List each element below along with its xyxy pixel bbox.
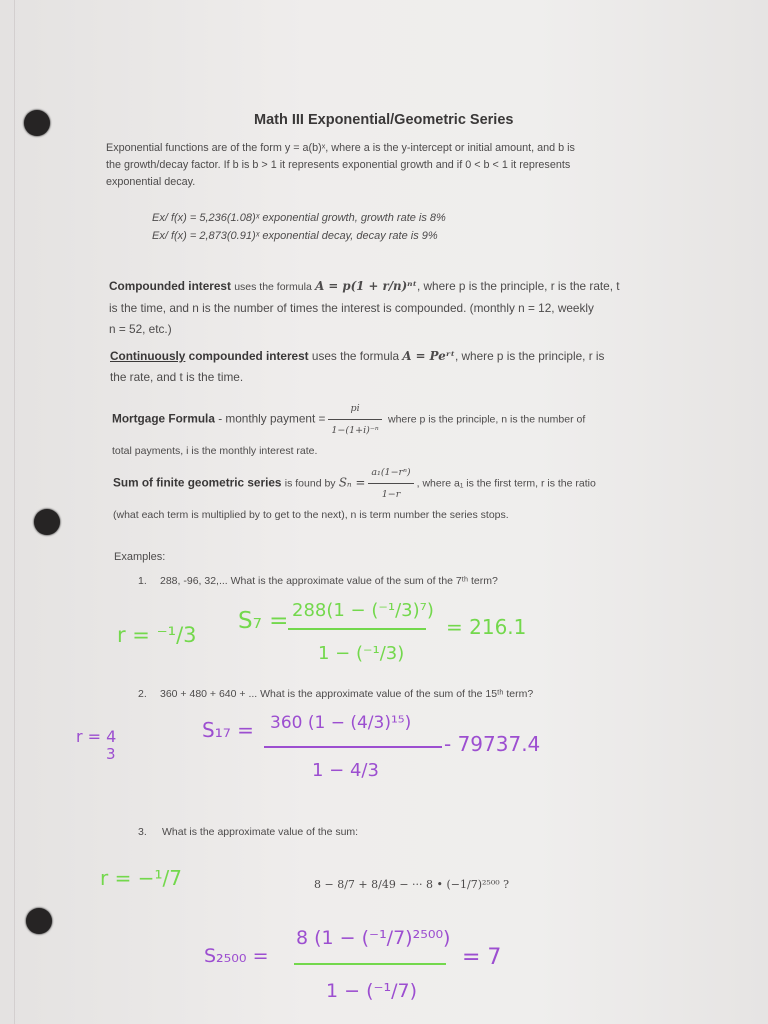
hw2-fraction-bar	[264, 746, 442, 748]
hw3-numerator: 8 (1 − (⁻¹/7)²⁵⁰⁰)	[296, 927, 451, 949]
mortgage-text-2: where p is the principle, n is the number of	[388, 413, 586, 426]
question-1-number: 1.	[138, 575, 147, 587]
geometric-series-section	[113, 462, 683, 526]
mortgage-section	[112, 398, 682, 462]
mortgage-text-1: - monthly payment =	[218, 411, 326, 426]
binder-hole-bottom	[26, 908, 52, 934]
question-3-text: What is the approximate value of the sum:	[162, 826, 359, 838]
intro-paragraph	[106, 140, 666, 191]
hw2-denominator: 1 − 4/3	[312, 760, 379, 781]
page-title: Math III Exponential/Geometric Series	[254, 112, 514, 128]
hw1-numerator: 288(1 − (⁻¹/3)⁷)	[292, 600, 434, 621]
geometric-text-1: is found by	[284, 477, 336, 490]
question-3-series: 8 − 8/7 + 8/49 − ··· 8 • (−1/7)²⁵⁰⁰ ?	[314, 878, 510, 891]
hw2-ratio-top: r = 4	[76, 727, 117, 746]
mortgage-denominator: 1−(1+i)⁻ⁿ	[331, 425, 379, 436]
geometric-numerator: a₁(1−rⁿ)	[368, 462, 413, 484]
hw2-numerator: 360 (1 − (4/3)¹⁵)	[270, 713, 412, 733]
hw3-result: = 7	[462, 945, 502, 970]
hw3-denominator: 1 − (⁻¹/7)	[326, 980, 418, 1002]
compound-text-1: uses the formula	[234, 281, 312, 293]
question-2-text: 360 + 480 + 640 + ... What is the approximate value of the sum of the 15ᵗʰ term?	[160, 688, 534, 700]
hw2-ratio-bottom: 3	[106, 745, 116, 763]
examples-label: Examples:	[114, 551, 166, 563]
question-1-text: 288, -96, 32,... What is the approximate value of the sum of the 7ᵗʰ term?	[160, 575, 498, 587]
hw3-ratio: r = −¹/7	[100, 866, 182, 890]
binder-hole-top	[24, 110, 50, 136]
hw1-lhs: S₇ =	[238, 608, 289, 634]
example-growth: Ex/ f(x) = 5,236(1.08)ˣ exponential growth, growth rate is 8%	[152, 212, 446, 224]
geometric-heading: Sum of finite geometric series	[113, 475, 282, 490]
hw1-ratio: r = ⁻¹/3	[117, 623, 197, 647]
intro-line-1: Exponential functions are of the form y = a(b)ˣ, where a is the y-intercept or initial amount, and b is	[106, 142, 575, 154]
mortgage-line-2: total payments, i is the monthly interest rate.	[112, 445, 318, 457]
hw3-fraction-bar	[294, 963, 446, 965]
margin-line	[14, 0, 15, 1024]
hw1-result: = 216.1	[446, 615, 527, 639]
hw2-lhs: S₁₇ =	[202, 718, 254, 742]
continuous-heading-2: compounded interest	[188, 349, 309, 363]
continuous-heading: Continuously	[110, 349, 186, 363]
compound-text-2: , where p is the principle, r is the rate, t	[416, 279, 620, 293]
question-2-number: 2.	[138, 688, 147, 700]
mortgage-numerator: pi	[328, 398, 381, 420]
geometric-text-2: , where a₁ is the first term, r is the ratio	[416, 477, 596, 490]
continuous-text-1: uses the formula	[311, 349, 400, 363]
hw1-denominator: 1 − (⁻¹/3)	[318, 643, 405, 664]
hw1-fraction-bar	[288, 628, 426, 630]
geometric-fraction	[368, 462, 413, 505]
example-decay: Ex/ f(x) = 2,873(0.91)ˣ exponential decay, decay rate is 9%	[152, 230, 438, 242]
hw3-lhs: S₂₅₀₀ =	[204, 945, 269, 967]
intro-line-3: exponential decay.	[106, 176, 196, 188]
continuous-line-2: the rate, and t is the time.	[110, 370, 244, 384]
continuous-interest-section	[110, 346, 680, 388]
intro-line-2: the growth/decay factor. If b is b > 1 it represents exponential growth and if 0 < b < 1 it represents	[106, 159, 571, 171]
mortgage-fraction	[328, 398, 381, 441]
binder-hole-middle	[34, 509, 60, 535]
geometric-denominator: 1−r	[381, 489, 401, 500]
compound-line-3: n = 52, etc.)	[109, 322, 172, 336]
compound-line-2: is the time, and n is the number of times the interest is compounded. (monthly n = 12, weekly	[109, 301, 594, 315]
compound-formula: A = p(1 + r/n)ⁿᵗ	[315, 279, 417, 293]
mortgage-heading: Mortgage Formula	[112, 411, 215, 426]
continuous-text-2: , where p is the principle, r is	[454, 349, 605, 363]
hw2-result: - 79737.4	[444, 732, 541, 756]
compound-heading: Compounded interest	[109, 279, 231, 293]
geometric-formula-lhs: Sₙ =	[338, 475, 366, 490]
continuous-formula: A = Peʳᵗ	[402, 349, 455, 363]
question-3-number: 3.	[138, 826, 147, 838]
compound-interest-section	[109, 276, 679, 340]
geometric-line-2: (what each term is multiplied by to get to the next), n is term number the series stops.	[113, 509, 509, 521]
